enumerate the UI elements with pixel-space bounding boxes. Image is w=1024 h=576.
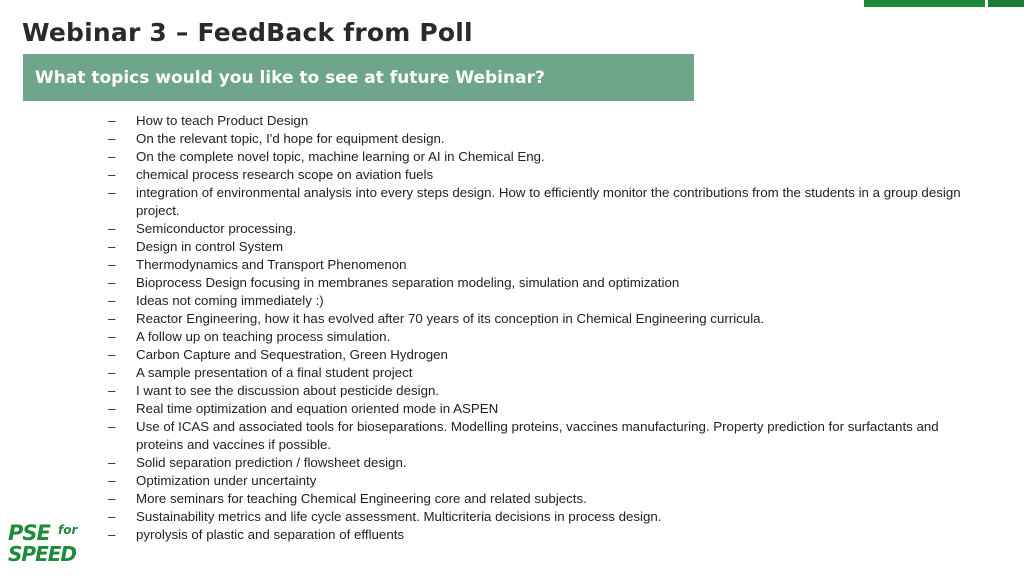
list-dash: – [108,527,116,542]
list-item [108,310,988,328]
list-item [108,400,988,418]
question-text: What topics would you like to see at future Webinar? [35,67,545,88]
list-item [108,418,988,454]
list-dash: – [108,329,116,344]
list-dash: – [108,383,116,398]
list-dash: – [108,365,116,380]
list-item [108,508,988,526]
list-item [108,364,988,382]
list-item [108,292,988,310]
list-dash: – [108,419,116,434]
list-item [108,490,988,508]
list-dash: – [108,347,116,362]
list-item-text: chemical process research scope on aviation fuels [136,167,434,182]
list-item [108,454,988,472]
list-dash: – [108,293,116,308]
list-dash: – [108,311,116,326]
logo-speed-text: SPEED [8,542,76,566]
list-item-text: Design in control System [136,239,284,254]
pse-for-speed-logo [8,522,94,568]
list-item [108,130,988,148]
list-item [108,256,988,274]
list-item [108,472,988,490]
list-item [108,184,988,220]
list-dash: – [108,473,116,488]
list-item-text: On the complete novel topic, machine learning or AI in Chemical Eng. [136,149,545,164]
list-item-text: Semiconductor processing. [136,221,297,236]
logo-pse-text: PSE [8,521,50,545]
list-item [108,238,988,256]
list-item-text: pyrolysis of plastic and separation of effluents [136,527,405,542]
list-item-text: Bioprocess Design focusing in membranes separation modeling, simulation and optimization [136,275,680,290]
list-dash: – [108,401,116,416]
list-dash: – [108,221,116,236]
list-dash: – [108,185,116,200]
list-item-text: Optimization under uncertainty [136,473,317,488]
top-accent-bar [864,0,985,7]
list-dash: – [108,275,116,290]
list-dash: – [108,455,116,470]
list-dash: – [108,239,116,254]
list-item-text: On the relevant topic, I'd hope for equipment design. [136,131,445,146]
list-item-text: Real time optimization and equation oriented mode in ASPEN [136,401,499,416]
list-item-text: A sample presentation of a final student project [136,365,413,380]
list-item-text: Use of ICAS and associated tools for bioseparations. Modelling proteins, vaccines manufacturing. Property prediction for surfactants and proteins and vaccines if possible. [136,419,939,452]
list-item-text: Sustainability metrics and life cycle assessment. Multicriteria decisions in process design. [136,509,662,524]
list-dash: – [108,167,116,182]
list-item [108,346,988,364]
list-dash: – [108,149,116,164]
list-dash: – [108,113,116,128]
list-item-text: Reactor Engineering, how it has evolved after 70 years of its conception in Chemical Engineering curricula. [136,311,765,326]
list-item-text: Thermodynamics and Transport Phenomenon [136,257,407,272]
list-item [108,328,988,346]
list-item-text: Solid separation prediction / flowsheet design. [136,455,407,470]
list-item [108,274,988,292]
list-item [108,382,988,400]
list-item [108,112,988,130]
question-banner [23,54,694,101]
list-item-text: integration of environmental analysis into every steps design. How to efficiently monitor the contributions from the students in a group design project. [136,185,961,218]
list-item-text: How to teach Product Design [136,113,309,128]
list-item [108,526,988,544]
list-item [108,220,988,238]
list-item-text: I want to see the discussion about pesticide design. [136,383,440,398]
list-dash: – [108,491,116,506]
list-item-text: Ideas not coming immediately :) [136,293,324,308]
topic-list [108,112,988,544]
slide-title: Webinar 3 – FeedBack from Poll [22,18,473,47]
list-item-text: A follow up on teaching process simulation. [136,329,391,344]
list-item-text: More seminars for teaching Chemical Engineering core and related subjects. [136,491,587,506]
list-item [108,166,988,184]
list-dash: – [108,257,116,272]
top-accent-bar-end [988,0,1024,7]
list-item [108,148,988,166]
list-dash: – [108,509,116,524]
list-item-text: Carbon Capture and Sequestration, Green Hydrogen [136,347,448,362]
list-dash: – [108,131,116,146]
logo-for-text: for [58,523,78,537]
